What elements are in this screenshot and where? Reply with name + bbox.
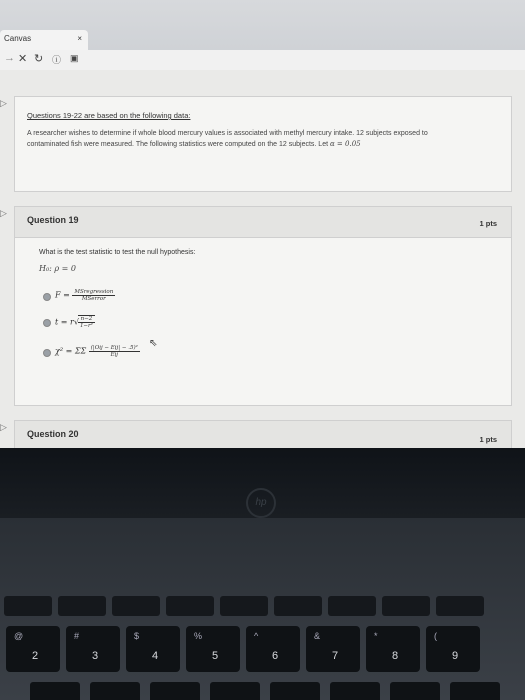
reload-icon[interactable]: ↻ [34,53,44,65]
tab-title: Canvas [4,34,32,43]
key-2: @ 2 [6,626,60,672]
function-key [274,596,322,616]
key-6: ^ 6 [246,626,300,672]
question-19-text: What is the test statistic to test the null hypothesis: [39,249,196,256]
key-4: $ 4 [126,626,180,672]
question-flag-icon[interactable]: ▷ [0,422,7,432]
question-flag-icon[interactable]: ▷ [0,208,7,218]
browser-toolbar [0,50,525,71]
browser-tab-bar [0,0,525,50]
function-key [328,596,376,616]
alpha-value: α = 0.05 [329,140,361,148]
key-9: ( 9 [426,626,480,672]
mouse-cursor-icon: ⇖ [149,338,158,349]
function-key [436,596,484,616]
page-content [0,70,525,448]
function-key [220,596,268,616]
question-20-card [14,420,512,448]
formula-chi-square: χ² = ΣΣ $\frac{\text{(|Oij − Eij| − .5)²}}{\text{Eij}}$ [55,345,138,358]
prompt-heading: Questions 19-22 are based on the following data: [27,111,191,120]
question-prompt-card [14,96,512,192]
hp-logo: hp [246,488,276,518]
stop-icon[interactable]: ✕ [18,53,28,65]
prompt-body [27,128,447,150]
radio-button[interactable] [43,293,51,301]
key [210,682,260,700]
page-icon[interactable]: ▣ [70,53,79,63]
formula-t: t = r√ $\frac{n-2}{\text{1−r²}}$ [55,316,93,329]
key [30,682,80,700]
question-19-points: 1 pts [479,219,497,228]
collapse-arrow-icon[interactable]: ▷ [0,98,7,108]
key [330,682,380,700]
key-8: * 8 [366,626,420,672]
question-20-title: Question 20 [27,429,79,439]
key [270,682,320,700]
prompt-body-text: A researcher wishes to determine if whole blood mercury values is associated with methyl mercury intake. 12 subjects exposed to contaminated fish were measured. The following statistics were computed on the 12 subjects. Let [27,130,428,148]
key-7: & 7 [306,626,360,672]
question-19-header [15,207,511,238]
question-19-title: Question 19 [27,215,79,225]
key-5: % 5 [186,626,240,672]
forward-icon[interactable]: → [4,52,15,64]
question-19-card [14,206,512,406]
key [90,682,140,700]
browser-tab[interactable] [0,30,88,50]
function-key [112,596,160,616]
radio-button[interactable] [43,349,51,357]
function-key [166,596,214,616]
key [150,682,200,700]
formula-f: F = $\frac{\text{MSregression}}{\text{MSerror}}$ [55,289,114,302]
key [450,682,500,700]
key-3: # 3 [66,626,120,672]
key [390,682,440,700]
null-hypothesis: H₀: ρ = 0 [39,264,77,273]
function-key [382,596,430,616]
info-icon[interactable]: ⓘ [52,55,62,65]
function-key [58,596,106,616]
tab-close-icon[interactable]: × [77,34,82,43]
radio-button[interactable] [43,319,51,327]
question-20-points: 1 pts [479,435,497,444]
question-20-header [15,421,511,448]
function-key [4,596,52,616]
